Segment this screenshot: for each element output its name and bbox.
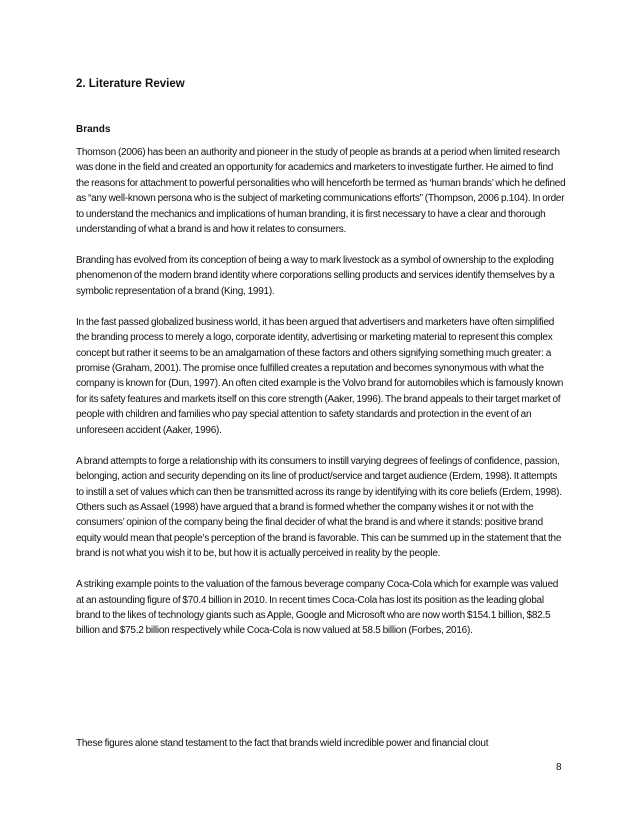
section-heading: 2. Literature Review <box>76 78 185 90</box>
paragraph-coca-cola-example: A striking example points to the valuation of the famous beverage company Coca-Cola which for example was valued at an astounding figure of $70.4 billion in 2010. In recent times Coca-Cola has lost its position as the leading global brand to the likes of technology giants such as Apple, Google and Microsoft who are now worth $154.1 billion, $82.5 billion and $75.2 billion respectively while Coca-Cola is now valued at 58.5 billion (Forbes, 2016). <box>76 579 559 637</box>
page-number: 8 <box>556 762 562 773</box>
paragraph-brand-relationship: A brand attempts to forge a relationship with its consumers to instill varying degrees of feelings of confidence, passion, belonging, action and security depending on its line of product/service and target audience (Erdem, 1998). It attempts to instill a set of values which can then be transmitted across its range by identifying with its core beliefs (Erdem, 1998). Others such as Assael (1998) have argued that a brand is formed whether the company wishes it or not with the consumers’ opinion of the company being the final decider of what the brand is and where it stands: positive brand equity would mean that people’s perception of the brand is favorable. This can be summed up in the statement that the brand is not what you wish it to be, but how it is actually perceived in reality by the people. <box>76 455 562 560</box>
body-text <box>76 145 566 654</box>
subsection-heading: Brands <box>76 124 111 135</box>
paragraph-thomson: Thomson (2006) has been an authority and pioneer in the study of people as brands at a period when limited research was done in the field and created an opportunity for academics and marketers to investigate further. He aimed to find the reasons for attachment to powerful personalities who will henceforth be termed as ‘human brands’ which he defined as “any well-known persona who is the subject of marketing communications efforts” (Thompson, 2006 p.104). In order to understand the mechanics and implications of human branding, it is first necessary to have a clear and thorough understanding of what a brand is and how it relates to consumers. <box>76 147 566 236</box>
paragraph-brand-promise: In the fast passed globalized business world, it has been argued that advertisers and marketers have often simplified the branding process to merely a logo, corporate identity, advertising or marketing material to represent this complex concept but rather it seems to be an amalgamation of these factors and others signifying something much greater: a promise (Graham, 2001). The promise once fulfilled creates a reputation and becomes synonymous with what the company is known for (Dun, 1997). An often cited example is the Volvo brand for automobiles which is famously known for its safety features and markets itself on this core strength (Aaker, 1996). The brand appeals to their target market of people with children and families who pay special attention to safety standards and protection in the event of an unforeseen accident (Aaker, 1996). <box>76 316 564 436</box>
paragraph-branding-evolution: Branding has evolved from its conception of being a way to mark livestock as a symbol of ownership to the exploding phenomenon of the modern brand identity where corporations selling products and services identify themselves by a symbolic representation of a brand (King, 1991). <box>76 255 555 297</box>
trailing-line: These figures alone stand testament to the fact that brands wield incredible power and financial clout <box>76 738 489 749</box>
